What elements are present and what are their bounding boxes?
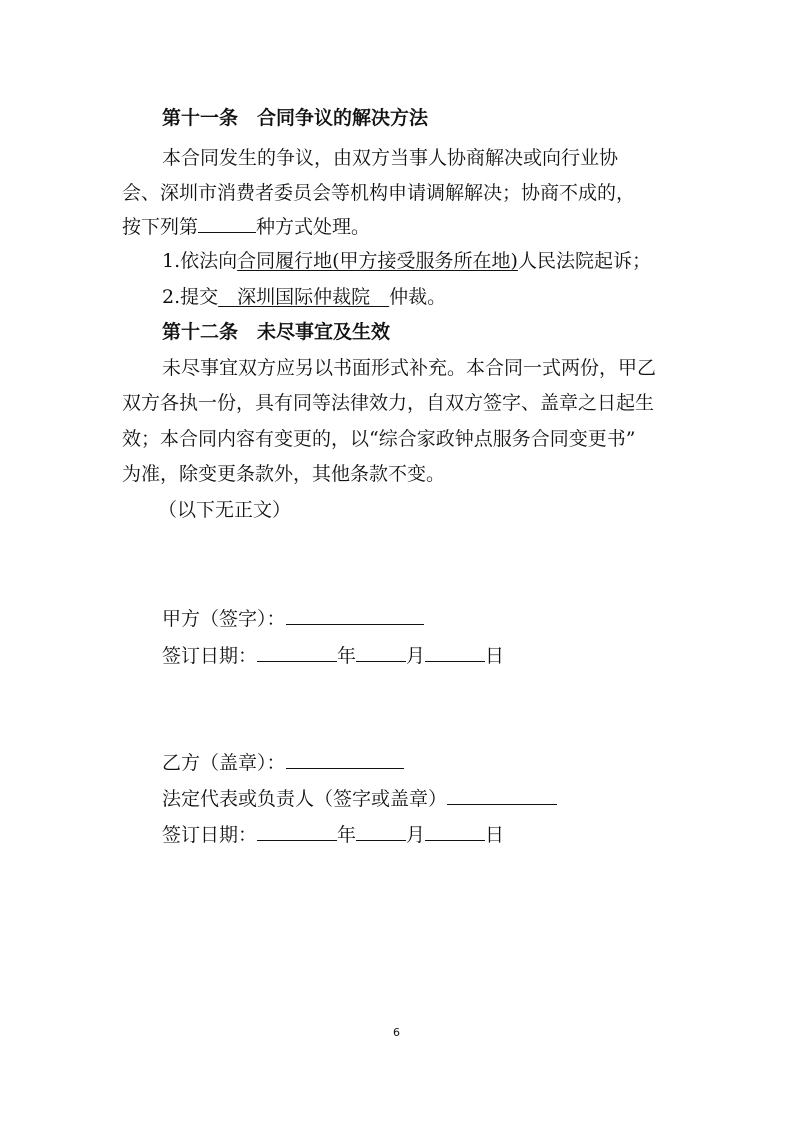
page-number: 6 (393, 1026, 400, 1039)
option-1-line (162, 249, 651, 273)
method-choice-prefix: 按下列第 (122, 216, 199, 238)
party-a-day-label: 日 (485, 645, 505, 667)
party-b-seal-label: 乙方（盖章）： (162, 752, 286, 774)
article-12-line-3: 效；本合同内容有变更的，以“综合家政钟点服务合同变更书” (122, 428, 636, 450)
party-b-day-blank[interactable] (425, 822, 485, 841)
party-a-year-blank[interactable] (257, 643, 337, 662)
article-12-line-4: 为准，除变更条款外，其他条款不变。 (122, 463, 446, 485)
party-b-month-label: 月 (406, 824, 426, 846)
option-2-prefix: 2.提交 (162, 286, 219, 308)
party-a-month-label: 月 (406, 645, 426, 667)
option-2-line (162, 285, 446, 309)
party-b-year-blank[interactable] (257, 822, 337, 841)
party-b-month-blank[interactable] (356, 822, 406, 841)
party-a-signature-blank[interactable] (286, 606, 424, 625)
article-12-line-1: 未尽事宜双方应另以书面形式补充。本合同一式两份，甲乙 (162, 357, 657, 379)
party-a-date-label: 签订日期： (162, 645, 258, 667)
method-choice-blank[interactable] (198, 214, 256, 233)
method-choice-suffix: 种方式处理。 (256, 216, 371, 238)
article-12-title: 第十二条 未尽事宜及生效 (162, 321, 391, 343)
party-a-date-line (162, 643, 504, 668)
option-2-suffix: 仲裁。 (389, 286, 447, 308)
party-b-representative-blank[interactable] (447, 786, 557, 805)
party-a-signature-label: 甲方（签字）： (162, 608, 286, 630)
party-b-seal-line (162, 750, 404, 775)
party-b-date-line (162, 822, 504, 847)
party-b-day-label: 日 (485, 824, 505, 846)
party-b-date-label: 签订日期： (162, 824, 258, 846)
article-11-title: 第十一条 合同争议的解决方法 (162, 107, 429, 129)
party-b-representative-line (162, 786, 557, 811)
option-1-court-location: 合同履行地(甲方接受服务所在地) (237, 250, 518, 272)
party-a-month-blank[interactable] (356, 643, 406, 662)
option-1-prefix: 1.依法向 (162, 250, 238, 272)
party-b-representative-label: 法定代表或负责人（签字或盖章） (162, 788, 448, 810)
article-11-line-2: 会、深圳市消费者委员会等机构申请调解解决；协商不成的， (122, 182, 636, 204)
option-2-arbitration-body: 深圳国际仲裁院 (218, 286, 390, 308)
party-a-year-label: 年 (337, 645, 357, 667)
article-11-line-1: 本合同发生的争议，由双方当事人协商解决或向行业协 (162, 147, 619, 169)
article-11-line-3 (122, 214, 370, 239)
party-b-year-label: 年 (337, 824, 357, 846)
article-12-line-2: 双方各执一份，具有同等法律效力，自双方签字、盖章之日起生 (122, 392, 655, 414)
party-b-seal-blank[interactable] (286, 750, 404, 769)
party-a-signature-line (162, 606, 424, 631)
end-of-text-note: （以下无正文） (158, 499, 292, 521)
party-a-day-blank[interactable] (425, 643, 485, 662)
option-1-suffix: 人民法院起诉； (517, 250, 651, 272)
